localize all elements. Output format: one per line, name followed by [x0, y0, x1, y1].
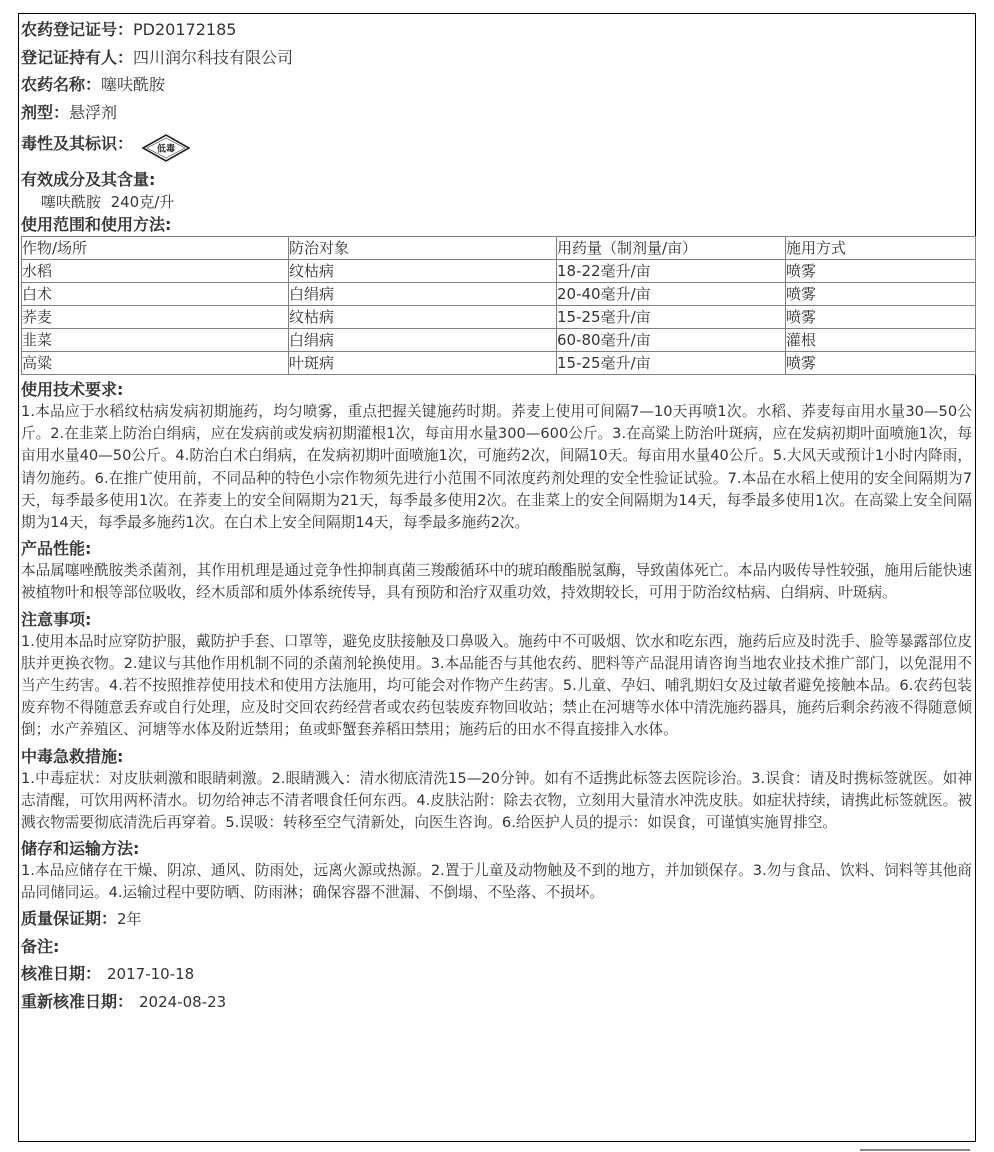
usage-table — [21, 236, 976, 375]
first-aid-text: 1.中毒症状：对皮肤刺激和眼睛刺激。2.眼睛溅入：清水彻底清洗15—20分钟。如有不适携此标签去医院诊治。3.误食：请及时携标签就医。如神志清醒，可饮用两杯清水。切勿给神志不清者喂食任何东西。4.皮肤沾附：除去衣物，立刻用大量清水冲洗皮肤。如症状持续，请携此标签就医。被溅衣物需要彻底清洗后再穿着。5.误吸：转移至空气清新处，向医生咨询。6.给医护人员的提示：如误食，可谨慎实施胃排空。 — [21, 769, 972, 832]
cell-target: 纹枯病 — [289, 260, 557, 283]
reapproval-date-label: 重新核准日期： — [21, 991, 134, 1011]
registration-number-label: 农药登记证号： — [21, 20, 134, 39]
holder-label: 登记证持有人： — [21, 47, 134, 67]
ingredient-name: 噻呋酰胺 — [41, 193, 102, 211]
cell-crop: 水稻 — [22, 260, 289, 283]
usage-title: 使用范围和使用方法: — [21, 215, 172, 234]
holder-value: 四川润尔科技有限公司 — [133, 47, 294, 67]
header-target: 防治对象 — [289, 237, 557, 260]
approval-date-label: 核准日期： — [21, 963, 102, 983]
cell-crop: 荞麦 — [22, 306, 289, 329]
remark-row — [21, 933, 974, 960]
ingredient-item — [21, 191, 974, 213]
toxicity-badge-text: 低毒 — [157, 144, 176, 155]
ingredients-title: 有效成分及其含量: — [21, 170, 156, 189]
table-row — [22, 260, 976, 283]
cell-dosage: 60-80毫升/亩 — [557, 329, 786, 352]
cell-method: 灌根 — [786, 329, 976, 352]
approval-date-row — [21, 960, 974, 988]
low-toxicity-diamond-icon — [141, 133, 191, 163]
usage-table-header — [22, 237, 976, 260]
cell-target: 白绢病 — [289, 283, 557, 306]
performance-title: 产品性能: — [21, 539, 92, 559]
tech-requirements-text: 1.本品应于水稻纹枯病发病初期施药，均匀喷雾，重点把握关键施药时期。荞麦上使用可间隔7—10天再喷1次。水稻、荞麦每亩用水量30—50公斤。2.在韭菜上防治白绢病，应在发病前或发病初期灌根1次，每亩用水量300—600公斤。3.在高粱上防治叶斑病，应在发病初期叶面喷施1次，每亩用水量40—50公斤。4.防治白术白绢病，在发病初期叶面喷施1次，可施药2次，间隔10天。每亩用水量40公斤。5.大风天或预计1小时内降雨，请勿施药。6.在推广使用前，不同品种的特色小宗作物须先进行小范围不同浓度药剂处理的安全性验证试验。7.本品在水稻上使用的安全间隔期为7天，每季最多使用1次。在荞麦上的安全间隔期为21天，每季最多使用2次。在韭菜上的安全间隔期为14天，每季最多使用1次。在高粱上安全间隔期为14天，每季最多施药1次。在白术上安全间隔期14天，每季最多施药2次。 — [21, 403, 972, 532]
shelf-life-label: 质量保证期： — [21, 908, 118, 928]
toxicity-label: 毒性及其标识： — [21, 134, 134, 154]
registration-number-value: PD20172185 — [133, 20, 237, 39]
pesticide-registration-card — [18, 13, 976, 1142]
registration-number-row — [21, 16, 974, 44]
caution-title: 注意事项: — [21, 609, 92, 629]
table-row — [22, 329, 976, 352]
cell-crop: 韭菜 — [22, 329, 289, 352]
cell-dosage: 15-25毫升/亩 — [557, 352, 786, 375]
header-method: 施用方式 — [786, 237, 976, 260]
first-aid-title: 中毒急救措施: — [21, 746, 124, 766]
cell-target: 叶斑病 — [289, 352, 557, 375]
pesticide-name-label: 农药名称： — [21, 75, 102, 94]
cell-method: 喷雾 — [786, 283, 976, 306]
horizontal-scrollbar[interactable] — [860, 1149, 970, 1151]
cell-method: 喷雾 — [786, 260, 976, 283]
shelf-life-row — [21, 905, 974, 933]
cell-dosage: 15-25毫升/亩 — [557, 306, 786, 329]
formulation-label: 剂型： — [21, 102, 70, 122]
pesticide-name-row — [21, 71, 974, 99]
reapproval-date-value: 2024-08-23 — [139, 992, 227, 1011]
cell-target: 白绢病 — [289, 329, 557, 352]
storage-title: 储存和运输方法: — [21, 839, 140, 859]
cell-crop: 白术 — [22, 283, 289, 306]
caution-text: 1.使用本品时应穿防护服，戴防护手套、口罩等，避免皮肤接触及口鼻吸入。施药中不可吸烟、饮水和吃东西，施药后应及时洗手、脸等暴露部位皮肤并更换衣物。2.建议与其他作用机制不同的杀菌剂轮换使用。3.本品能否与其他农药、肥料等产品混用请咨询当地农业技术推广部门，以免混用不当产生药害。4.若不按照推荐使用技术和使用方法施用，均可能会对作物产生药害。5.儿童、孕妇、哺乳期妇女及过敏者避免接触本品。6.农药包装废弃物不得随意丢弃或自行处理，应及时交回农药经营者或农药包装废弃物回收站；禁止在河塘等水体中清洗施药器具，施药后剩余药液不得随意倾倒；水产养殖区、河塘等水体及附近禁用；鱼或虾蟹套养稻田禁用；施药后的田水不得直接排入水体。 — [21, 632, 972, 739]
header-crop: 作物/场所 — [22, 237, 289, 260]
holder-row — [21, 44, 974, 72]
cell-dosage: 20-40毫升/亩 — [557, 283, 786, 306]
remark-label: 备注: — [21, 936, 60, 956]
ingredient-content: 240克/升 — [110, 193, 175, 211]
reapproval-date-row — [21, 988, 974, 1016]
approval-date-value: 2017-10-18 — [107, 964, 195, 983]
header-dosage: 用药量（制剂量/亩） — [557, 237, 786, 260]
formulation-row — [21, 99, 974, 127]
storage-text: 1.本品应储存在干燥、阴凉、通风、防雨处，远离火源或热源。2.置于儿童及动物触及不到的地方，并加锁保存。3.勿与食品、饮料、饲料等其他商品同储同运。4.运输过程中要防晒、防雨淋；确保容器不泄漏、不倒塌、不坠落、不损坏。 — [21, 862, 972, 902]
tech-requirements-title: 使用技术要求: — [21, 380, 124, 399]
pesticide-name-value: 噻呋酰胺 — [101, 75, 166, 94]
table-row — [22, 283, 976, 306]
cell-method: 喷雾 — [786, 306, 976, 329]
table-row — [22, 352, 976, 375]
cell-target: 纹枯病 — [289, 306, 557, 329]
formulation-value: 悬浮剂 — [69, 102, 118, 122]
shelf-life-value: 2年 — [117, 909, 142, 928]
performance-text: 本品属噻唑酰胺类杀菌剂，其作用机理是通过竞争性抑制真菌三羧酸循环中的琥珀酸酯脱氢酶，导致菌体死亡。本品内吸传导性较强，施用后能快速被植物叶和根等部位吸收，经木质部和质外体系统传导，具有预防和治疗双重功效，持效期较长，可用于防治纹枯病、白绢病、叶斑病。 — [21, 562, 972, 602]
cell-crop: 高粱 — [22, 352, 289, 375]
cell-method: 喷雾 — [786, 352, 976, 375]
toxicity-row — [21, 126, 974, 162]
table-row — [22, 306, 976, 329]
footer-info — [21, 905, 974, 1016]
cell-dosage: 18-22毫升/亩 — [557, 260, 786, 283]
